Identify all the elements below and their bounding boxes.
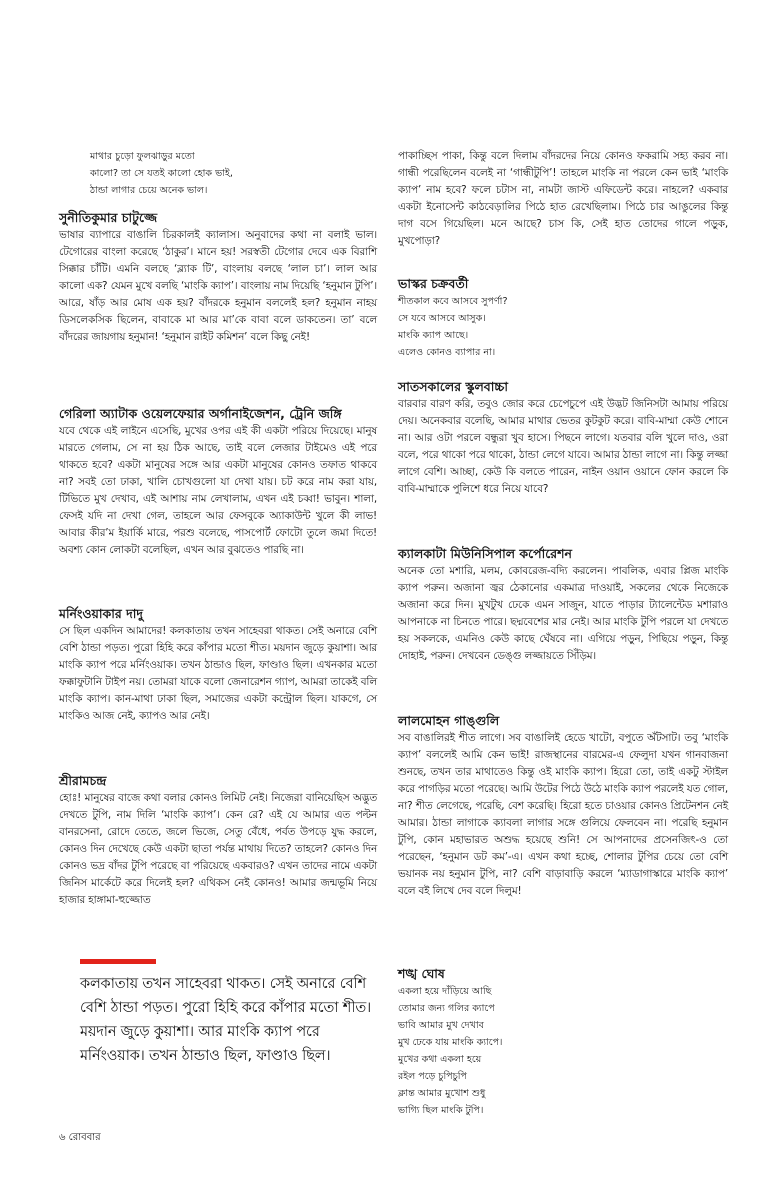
poem-line: মাথার চুড়ো ফুলঝাড়ুর মতো [90,151,195,162]
section-heading: মর্নিংওয়াকার দাদু [59,606,143,621]
section-heading: সাতসকালের স্কুলবাচ্চা [398,379,509,394]
section-cmc [398,545,728,665]
poem-line: ভাগ্যি ছিল মাংকি টুপি। [398,1105,484,1116]
section-body: হোঃ! মানুষের বাজে কথা বলার কোনও লিমিট নেই। নিজেরা বানিয়েছিস অদ্ভুত দেখতে টুপি, নাম দিলি ‘মাংকি ক্যাপ’। কেন রে? এই যে আমার এত পল্টন বানরসেনা, রোদে তেতে, জলে ভিজে, সেতু বেঁধে, পর্বত উপড়ে যুদ্ধ করলে, কোনও দিন দেখেছে কেউ একটা ছাতা পর্যন্ত মাথায় দিতে? তাহলে? কোনও দিন কোনও ভদ্র বাঁদর টুপি পরেছে বা পরিয়েছে একবারও? এখন তাদের নামে একটা জিনিস মার্কেটে করে দিলেই হল? এথিকস নেই কোনও! আমার জন্মভূমি নিয়ে হাজার হাঙ্গামা-হুজ্জোত [59,792,377,906]
section-body: অনেক তো মশারি, মলম, কোবরেজ-বদ্যি করলেন। পাবলিক, এবার প্লিজ মাংকি ক্যাপ পরুন। অজানা জ্বর ঠেকানোর একমাত্র দাওয়াই, সকলের থেকে নিজেকে অজানা করে দিন। মুখটুখ ঢেকে এমন সাজুন, যাতে পাড়ার ট্যালেন্টেড মশারাও আপনাকে না চিনতে পারে। ছদ্মবেশের মার নেই। আর মাংকি টুপি পরলে যা দেখতে হয় সকলকে, এমনিও কেউ কাছে ঘেঁষবে না। এগিয়ে পড়ুন, পিছিয়ে পড়ুন, কিন্তু দোহাই, পরুন। দেখবেন ডেঙ্গু লজ্জায়তে সিঁড়িম। [398,565,728,662]
section-heading: গেরিলা অ্যাটাক ওয়েলফেয়ার অর্গানাইজেশন, ট্রেনি জঙ্গি [59,406,342,421]
poem-line: রইল পড়ে চুপিচুপি [398,1071,467,1082]
section-morningwalker [59,605,377,725]
pull-quote-accent-bar [80,959,156,964]
section-heading: সুনীতিকুমার চাটুজ্জে [59,210,158,225]
section-heading: ভাস্কর চক্রবর্তী [398,276,469,291]
continuation-body: পাকাচ্ছিস পাকা, কিন্তু বলে দিলাম বাঁদরদের নিয়ে কোনও ফকরামি সহ্য করব না। গান্ধী পরেছিলেন বলেই না ‘গান্ধীটুপি’! তাহলে মাংকি না পরলে কেন ভাই ‘মাংকি ক্যাপ’ নাম হবে? ফলে চটাস না, নামটা জাস্ট এফিডেন্ট করে। নাহলে? একবার একটা ইনোসেন্ট কাঠবেড়ালির পিঠে হাত রেখেছিলাম। পিঠে চার আঙুলের কিন্তু দাগ বসে গিয়েছিল। মনে আছে? চাস কি, সেই হাত তোদের গালে পড়ুক, মুখপোড়া? [398,150,728,247]
section-schoolkid [398,378,728,498]
poem-line: ক্লান্ত আমার মুখোশ শুধু [398,1088,486,1099]
section-heading: শঙ্খ ঘোষ [398,966,445,981]
poem-line: এলেও কোনও ব্যাপার না। [398,347,496,358]
opening-poem [90,148,330,199]
section-shankha [398,965,728,1119]
poem-line: একলা হয়ে দাঁড়িয়ে আছি [398,986,492,997]
poem-line: শীতকাল কবে আসবে সুপর্ণা? [398,296,508,307]
poem-line: সে যবে আসবে আসুক। [398,313,486,324]
poem-line: মাংকি ক্যাপ আছে। [398,330,469,341]
section-lalmohan [398,712,728,900]
poem-line: কালো? তা সে যতই কালো হোক ভাই, [90,168,233,179]
section-body: সে ছিল একদিন আমাদের! কলকাতায় তখন সাহেবরা থাকত। সেই অনারে বেশি বেশি ঠান্ডা পড়ত। পুরো হিহি করে কাঁপার মতো শীত। ময়দান জুড়ে কুয়াশা। আর মাংকি ক্যাপ পরে মর্নিংওয়াক। তখন ঠান্ডাও ছিল, ফাণ্ডাও ছিল। এখনকার মতো ফক্কাফুটানি টাইপ নয়। তোমরা যাকে বলো জেনারেশন গ্যাপ, আমরা তাকেই বলি মাংকি ক্যাপ। কান-মাথা ঢাকা ছিল, সমাজের একটা কন্ট্রোল ছিল। যাকগে, সে মাংকিও আজ নেই, ক্যাপও আর নেই। [59,625,377,722]
section-body: যবে থেকে এই লাইনে এসেছি, মুখের ওপর এই কী একটা পরিয়ে দিয়েছে। মানুষ মারতে গেলাম, সে না হয় ঠিক আছে, তাই বলে লেজার টাইমেও এই পরে থাকতে হবে? একটা মানুষের সঙ্গে আর একটা মানুষের কোনও তফাত থাকবে না? সবই তো ঢাকা, খালি চোখগুলো যা দেখা যায়। চট করে নাম করা যায়, টিভিতে মুখ দেখাব, এই আশায় নাম লেখালাম, এখন এই চব্বা! ভাবুন। শালা, ফেসই যদি না দেখা গেল, তাহলে আর ফেসবুকে অ্যাকাউন্ট খুলে কী লাভ! আবার কীর’ম ইয়ার্কি মারে, পরশু বলেছে, পাসপোর্ট ফোটো তুলে জমা দিতে! অবশ্য কোন লোকটা বলেছিল, এখন আর বুঝতেও পারছি না। [59,425,377,556]
poem-line: তোমার জন্য গলির ক্যাপে [398,1003,495,1014]
section-heading: শ্রীরামচন্দ্র [59,773,107,788]
section-guerilla [59,405,377,559]
poem-line: মুখ ঢেকে যায় মাংকি ক্যাপে। [398,1037,503,1048]
section-body: বারবার বারণ করি, তবুও জোর করে চেপেচুপে এই উদ্ভট জিনিসটা আমায় পরিয়ে দেয়। অনেকবার বলেছি, আমার মাথার ভেতর কুটকুট করে। বাবি-মাম্মা কেউ শোনে না। আর ওটা পরলে বন্ধুরা খুব হাসে। পিছনে লাগে। যতবার বলি খুলে দাও, ওরা বলে, পরে থাকো পরে থাকো, ঠান্ডা লেগে যাবে। আমার ঠান্ডা লাগে না। কিন্তু লজ্জা লাগে বেশি। আচ্ছা, কেউ কি বলতে পারেন, নাইন ওয়ান ওয়ানে ফোন করলে কি বাবি-মাম্মাকে পুলিশে ধরে নিয়ে যাবে? [398,398,728,495]
poem [398,293,728,361]
section-body: সব বাঙালিরই শীত লাগে। সব বাঙালিই হেডে খাটো, বপুতে অঁটসাট। তবু ‘মাংকি ক্যাপ’ বললেই আমি কেন ভাই! রাজস্থানের বারমের-এ ফেলুদা যখন গানবাজনা শুনছে, তখন তার মাথাতেও কিন্তু ওই মাংকি ক্যাপ। হিরো তো, তাই একটু স্টাইল করে পাগড়ির মতো পরেছে। আমি উটের পিঠে উঠে মাংকি ক্যাপ পরলেই যত গোল, না? শীত লেগেছে, পরেছি, বেশ করেছি। হিরো হতে চাওয়ার কোনও প্রিটেনশন নেই আমার। ঠান্ডা লাগাকে ক্যাবলা লাগার সঙ্গে গুলিয়ে ফেলবেন না। পরেছি হনুমান টুপি, কোন মহাভারত অশুদ্ধ হয়েছে শুনি! সে আপনাদের প্রসেনজিৎ-ও তো পরেছেন, ‘হনুমান ডট কম’-এ। এখন কথা হচ্ছে, শোলার টুপির চেয়ে তো বেশি ভয়ানক নয় হনুমান টুপি, না? বেশি বাড়াবাড়ি করলে ‘ম্যাডাগাস্কারে মাংকি ক্যাপ’ বলে বই লিখে দেব বলে দিলুম! [398,732,728,897]
poem-line: ভাবি আমার মুখ দেখাব [398,1020,484,1031]
poem-line: ঠান্ডা লাগার চেয়ে অনেক ভাল। [90,185,208,196]
poem-line: মুখের কথা একলা হয়ে [398,1054,482,1065]
poem [398,983,728,1119]
section-bhaskar [398,275,728,361]
section-heading: লালমোহন গাঙ্গুলি [398,713,500,728]
section-suniti [59,209,377,346]
pull-quote: কলকাতায় তখন সাহেবরা থাকত। সেই অনারে বেশি বেশি ঠান্ডা পড়ত। পুরো হিহি করে কাঁপার মতো শীত। ময়দান জুড়ে কুয়াশা। আর মাংকি ক্যাপ পরে মর্নিংওয়াক। তখন ঠান্ডাও ছিল, ফাণ্ডাও ছিল। [80,976,372,1064]
page-footer: ৬ রোববার [59,1132,101,1143]
section-body: ভাষার ব্যাপারে বাঙালি চিরকালই ক্যালাস। অনুবাদের কথা না বলাই ভাল। টেগোরের বাংলা করেছে ‘ঠাকুর’। মানে হয়! সরস্বতী টেগোর দেবে এক বিরাশি সিক্কার চাঁটি। এমনি বলছে ‘ব্ল্যাক টি’, বাংলায় বলছে ‘লাল চা’। লাল আর কালো এক? যেমন মুখে বলছি ‘মাংকি ক্যাপ’। বাংলায় নাম দিয়েছি ‘হনুমান টুপি’। আরে, ষাঁড় আর মোষ এক হয়? বাঁদরকে হনুমান বললেই হল? হনুমান নাহয় ডিসলেকসিক ছিলেন, বাবাকে মা আর মা’কে বাবা বলে ডাকতেন। তা’ বলে বাঁদরের জায়গায় হনুমান! ‘হনুমান রাইট কমিশন’ বলে কিছু নেই! [59,229,377,343]
section-heading: ক্যালকাটা মিউনিসিপাল কর্পোরেশন [398,546,572,561]
section-ramchandra [59,772,377,909]
section-continuation [398,148,728,250]
